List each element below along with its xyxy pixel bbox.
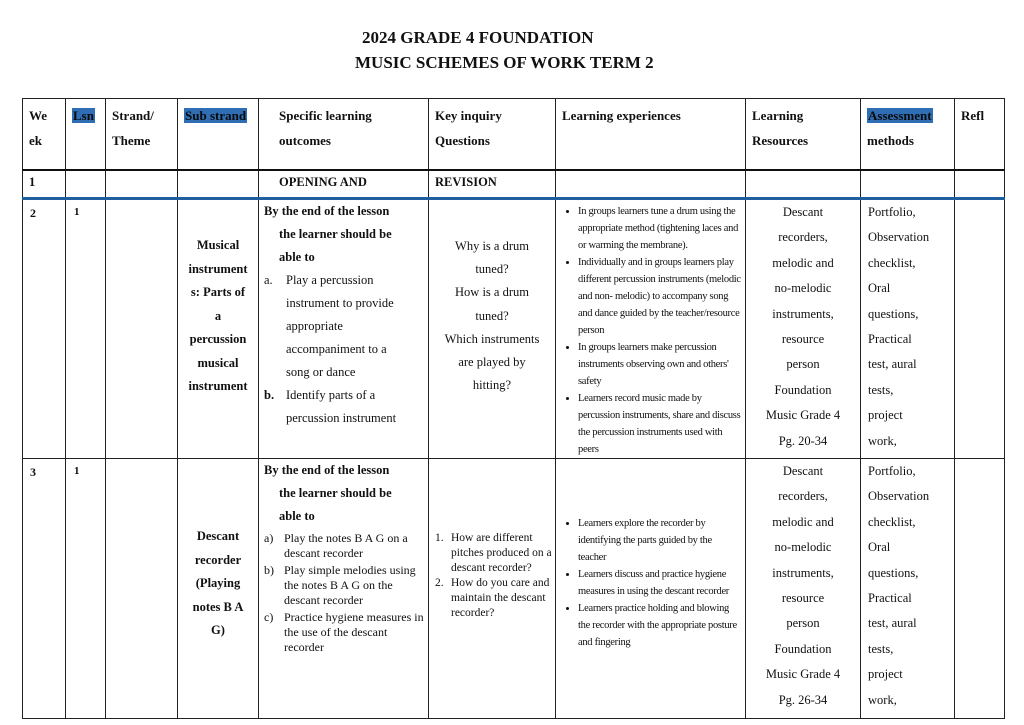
header-reflection-label: Refl — [961, 108, 985, 123]
outcome-lead-line: able to — [279, 509, 315, 523]
sub-strand-cell — [178, 170, 259, 199]
sub-strand-cell — [178, 459, 259, 719]
kiq-number: 1. — [435, 532, 444, 544]
assessment-line: Oral — [868, 540, 891, 555]
assessment-line: checklist, — [868, 255, 916, 270]
sub-strand-line: G) — [211, 623, 225, 637]
kiq-text: How are different pitches produced on a descant recorder? — [451, 532, 552, 574]
specific-learning-outcomes-cell — [259, 199, 429, 459]
outcome-item-marker: b) — [264, 563, 274, 577]
sub-strand-line: Descant — [196, 529, 240, 543]
sub-strand-line: recorder — [194, 552, 242, 567]
header-week-line-1: We — [29, 108, 48, 123]
resource-line: resource — [781, 591, 825, 606]
document-title-line-1: 2024 GRADE 4 FOUNDATION — [362, 28, 594, 47]
learning-experiences-cell — [556, 459, 746, 719]
resource-line: melodic and — [772, 255, 834, 270]
experience-item: • In groups learners tune a drum using the appropriate method (tightening laces and or warming the membrane). — [578, 203, 741, 254]
header-key-inquiry-questions — [429, 99, 556, 171]
kiq-line: Which instruments — [444, 331, 540, 346]
outcome-item-line: song or dance — [286, 365, 356, 379]
assessment-methods-cell — [861, 459, 955, 719]
header-resources-line-2: Resources — [752, 133, 809, 148]
resource-line: person — [786, 616, 820, 631]
header-kiq-line-2: Questions — [435, 133, 490, 148]
resource-line: recorders, — [778, 489, 828, 504]
outcome-item-line: instrument to provide — [286, 296, 394, 310]
header-assessment-line-2: methods — [867, 133, 914, 148]
resource-line: no-melodic — [774, 281, 832, 296]
key-inquiry-questions-cell — [429, 199, 556, 459]
header-learning-experiences — [556, 99, 746, 171]
opening-text: OPENING AND — [259, 170, 429, 199]
document-title-line-2: MUSIC SCHEMES OF WORK TERM 2 — [355, 53, 654, 72]
sub-strand-line: notes B A — [192, 599, 244, 614]
resource-line: Music Grade 4 — [765, 408, 841, 423]
table-row-week-2 — [23, 199, 1005, 459]
kiq-line: Why is a drum — [455, 239, 529, 253]
outcome-lead-line: By the end of the lesson — [264, 204, 390, 218]
assessment-line: Observation — [868, 489, 930, 504]
assessment-line: Portfolio, — [868, 205, 916, 219]
week-cell: 2 — [23, 199, 66, 459]
outcome-lead-line: By the end of the lesson — [264, 463, 390, 477]
resource-line: Pg. 20-34 — [778, 433, 828, 448]
outcome-item-marker: c) — [264, 610, 274, 624]
sub-strand-line: instrument — [188, 261, 248, 276]
resource-line: person — [786, 357, 820, 372]
lesson-cell: 1 — [66, 199, 106, 459]
assessment-line: tests, — [868, 382, 894, 397]
reflection-cell — [955, 459, 1005, 719]
experiences-cell — [556, 170, 746, 199]
outcome-item — [259, 384, 428, 430]
assessment-cell — [861, 170, 955, 199]
assessment-line: work, — [868, 433, 897, 448]
header-strand-line-1: Strand/ — [112, 108, 154, 123]
resource-line: instruments, — [772, 565, 834, 580]
outcome-item-line: Identify parts of a — [286, 388, 376, 402]
resources-cell — [746, 170, 861, 199]
header-experiences-label: Learning experiences — [562, 108, 681, 123]
specific-learning-outcomes-cell — [259, 459, 429, 719]
experience-item: • Learners discuss and practice hygiene measures in using the descant recorder — [578, 566, 741, 600]
sub-strand-line: s: Parts of — [190, 285, 246, 299]
outcome-item — [259, 269, 428, 384]
assessment-line: work, — [868, 692, 897, 707]
header-kiq-line-1: Key inquiry — [435, 108, 502, 123]
table-row-week-3 — [23, 459, 1005, 719]
assessment-line: Practical — [868, 332, 912, 347]
kiq-item — [429, 576, 555, 621]
kiq-line: are played by — [458, 355, 526, 370]
assessment-line: questions, — [868, 565, 919, 580]
assessment-line: project — [868, 408, 903, 423]
kiq-item — [429, 531, 555, 576]
learning-resources-cell — [746, 459, 861, 719]
resource-line: recorders, — [778, 230, 828, 245]
header-assessment-line-1: Assessment — [868, 108, 932, 123]
outcome-item-line: appropriate — [286, 319, 343, 333]
resource-line: no-melodic — [774, 540, 832, 555]
learning-experiences-cell — [556, 199, 746, 459]
experience-item: • Learners practice holding and blowing the recorder with the appropriate posture and fingering — [578, 600, 741, 651]
learning-resources-cell — [746, 199, 861, 459]
assessment-line: Oral — [868, 281, 891, 296]
header-sub-strand — [178, 99, 259, 171]
sub-strand-cell — [178, 199, 259, 459]
header-sub-strand-label: Sub strand — [185, 108, 247, 123]
resource-line: Foundation — [774, 382, 832, 397]
outcome-item-text: Practice hygiene measures in the use of the descant recorder — [284, 610, 424, 654]
experience-item: • In groups learners make percussion instruments observing own and others' safety — [578, 339, 741, 390]
reflection-cell — [955, 199, 1005, 459]
header-lesson-label: Lsn — [73, 108, 94, 123]
outcome-lead-line: the learner should be — [279, 486, 392, 500]
experience-item: • Learners explore the recorder by identifying the parts guided by the teacher — [578, 515, 741, 566]
assessment-line: questions, — [868, 306, 919, 321]
assessment-line: test, aural — [868, 616, 917, 631]
outcome-lead-line: able to — [279, 250, 315, 264]
resource-line: resource — [781, 332, 825, 347]
schemes-of-work-table — [22, 98, 1005, 719]
header-week-line-2: ek — [29, 133, 42, 148]
header-slo-line-1: Specific learning — [279, 108, 372, 123]
assessment-line: Observation — [868, 230, 930, 245]
resource-line: Music Grade 4 — [765, 667, 841, 682]
assessment-line: project — [868, 667, 903, 682]
header-slo-line-2: outcomes — [279, 133, 331, 148]
assessment-line: Practical — [868, 591, 912, 606]
header-strand-line-2: Theme — [112, 133, 151, 148]
outcome-item-marker: b. — [264, 388, 275, 402]
kiq-number: 2. — [435, 577, 444, 589]
header-strand — [106, 99, 178, 171]
assessment-line: test, aural — [868, 357, 917, 372]
kiq-line: How is a drum — [455, 285, 529, 300]
outcome-item-marker: a. — [264, 273, 273, 287]
key-inquiry-questions-cell — [429, 459, 556, 719]
assessment-line: tests, — [868, 641, 894, 656]
assessment-line: Portfolio, — [868, 464, 916, 478]
header-row — [23, 99, 1005, 171]
sub-strand-line: (Playing — [195, 576, 241, 590]
strand-cell — [106, 199, 178, 459]
resource-line: Foundation — [774, 641, 832, 656]
outcome-item — [259, 610, 428, 655]
sub-strand-line: percussion — [189, 332, 247, 346]
outcome-item-line: Play a percussion — [286, 273, 374, 287]
experience-item: • Individually and in groups learners play different percussion instruments (melodic and non- melodic) to accompany song and dance guided by the teacher/resource person — [578, 254, 741, 339]
strand-cell — [106, 170, 178, 199]
assessment-methods-cell — [861, 199, 955, 459]
assessment-line: checklist, — [868, 514, 916, 529]
outcome-lead-line: the learner should be — [279, 227, 392, 241]
revision-text: REVISION — [429, 170, 556, 199]
experience-item: • Learners record music made by percussion instruments, share and discuss the percussion instruments used with peers — [578, 390, 741, 458]
resource-line: melodic and — [772, 514, 834, 529]
outcome-item — [259, 531, 428, 561]
outcome-item-text: Play the notes B A G on a descant recorder — [284, 531, 408, 560]
header-assessment-methods — [861, 99, 955, 171]
header-lesson — [66, 99, 106, 171]
strand-cell — [106, 459, 178, 719]
resource-line: Descant — [782, 205, 824, 219]
reflection-cell — [955, 170, 1005, 199]
sub-strand-line: a — [214, 308, 222, 323]
outcome-item-line: percussion instrument — [286, 411, 397, 425]
outcome-item-text: Play simple melodies using the notes B A G on the descant recorder — [284, 563, 416, 607]
lesson-cell: 1 — [66, 459, 106, 719]
resource-line: Pg. 26-34 — [778, 692, 828, 707]
resource-line: instruments, — [772, 306, 834, 321]
outcome-item-line: accompaniment to a — [286, 342, 387, 356]
week-cell: 3 — [23, 459, 66, 719]
kiq-line: tuned? — [475, 262, 509, 277]
kiq-line: tuned? — [475, 308, 509, 323]
table-row-week-1 — [23, 170, 1005, 199]
outcome-item-marker: a) — [264, 531, 274, 545]
header-week — [23, 99, 66, 171]
lesson-cell — [66, 170, 106, 199]
week-cell: 1 — [23, 170, 66, 199]
header-learning-resources — [746, 99, 861, 171]
outcome-item — [259, 563, 428, 608]
kiq-line: hitting? — [472, 378, 512, 393]
header-reflection — [955, 99, 1005, 171]
header-resources-line-1: Learning — [752, 108, 804, 123]
sub-strand-line: musical — [197, 355, 239, 370]
sub-strand-line: Musical — [196, 238, 240, 252]
resource-line: Descant — [782, 464, 824, 478]
kiq-text: How do you care and maintain the descant recorder? — [451, 577, 550, 619]
header-specific-learning-outcomes — [259, 99, 429, 171]
sub-strand-line: instrument — [188, 379, 248, 393]
